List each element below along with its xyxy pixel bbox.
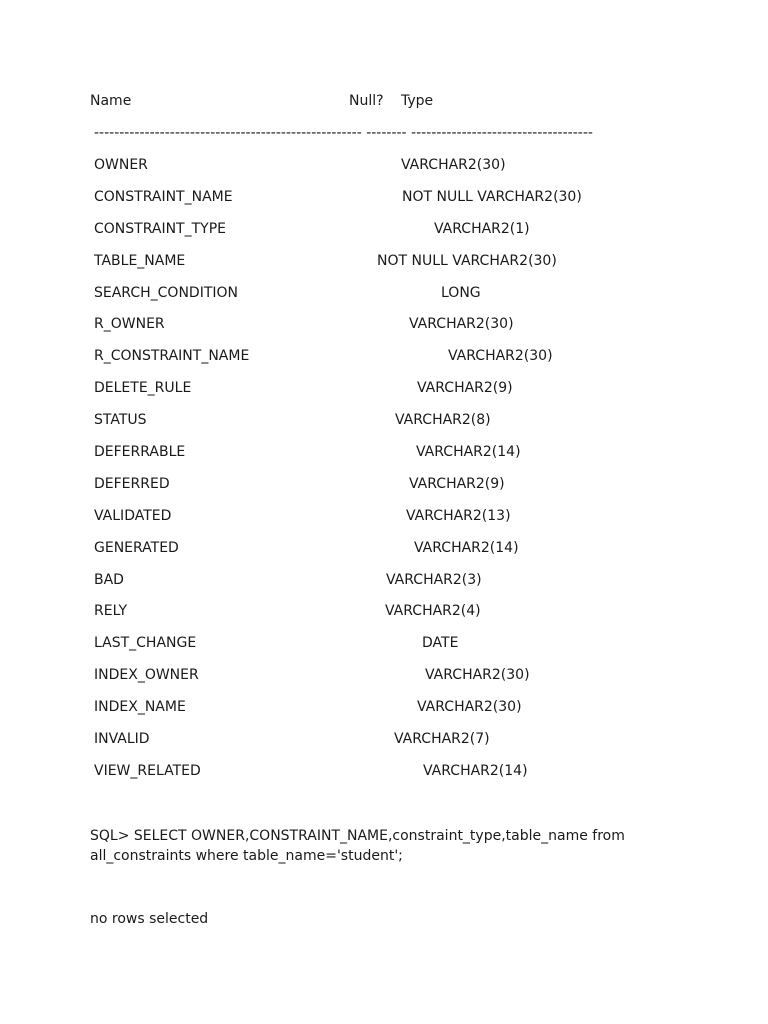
column-type: VARCHAR2(14) <box>416 444 521 461</box>
table-row <box>0 284 768 316</box>
column-type: VARCHAR2(13) <box>406 507 511 524</box>
table-row <box>0 539 768 571</box>
column-type: VARCHAR2(30) <box>448 348 553 365</box>
column-type: VARCHAR2(14) <box>414 539 519 556</box>
column-name: DEFERRED <box>94 475 170 492</box>
table-row <box>0 252 768 284</box>
table-row <box>0 379 768 411</box>
query-result: no rows selected <box>90 911 209 927</box>
column-type: VARCHAR2(9) <box>417 380 513 397</box>
column-type: VARCHAR2(30) <box>409 316 514 333</box>
table-row <box>0 411 768 443</box>
column-name: GENERATED <box>94 539 179 556</box>
header-separator: ----------------------------------------------------- -------- ------------------------------------ <box>94 125 593 141</box>
table-row <box>0 220 768 252</box>
column-name: TABLE_NAME <box>94 252 186 269</box>
column-name: R_OWNER <box>94 316 165 333</box>
table-row <box>0 443 768 475</box>
table-row <box>0 347 768 379</box>
column-name: INDEX_NAME <box>94 699 186 716</box>
column-name: VIEW_RELATED <box>94 762 201 779</box>
column-type: VARCHAR2(30) <box>417 699 522 716</box>
column-type: VARCHAR2(1) <box>434 220 530 237</box>
column-name: BAD <box>94 571 124 588</box>
column-name: CONSTRAINT_NAME <box>94 188 233 205</box>
column-type: DATE <box>422 635 459 652</box>
column-type: VARCHAR2(30) <box>401 157 506 173</box>
table-row <box>0 315 768 347</box>
table-row <box>0 634 768 666</box>
table-row <box>0 698 768 730</box>
table-row <box>0 602 768 634</box>
column-name: CONSTRAINT_TYPE <box>94 220 226 237</box>
column-type: VARCHAR2(3) <box>386 571 482 588</box>
table-row <box>0 571 768 603</box>
table-row <box>0 666 768 698</box>
column-name: VALIDATED <box>94 507 172 524</box>
column-type: NOT NULL VARCHAR2(30) <box>402 188 582 205</box>
column-name: SEARCH_CONDITION <box>94 284 238 301</box>
column-type: VARCHAR2(8) <box>395 412 491 429</box>
column-type: VARCHAR2(14) <box>423 762 528 779</box>
table-row <box>0 188 768 220</box>
column-type: VARCHAR2(9) <box>409 475 505 492</box>
table-row <box>0 507 768 539</box>
sql-statement: SQL> SELECT OWNER,CONSTRAINT_NAME,constraint_type,table_name from all_constraints where table_name='student'; <box>90 828 625 864</box>
table-row <box>0 156 768 188</box>
column-name: INVALID <box>94 731 150 748</box>
column-name: DEFERRABLE <box>94 444 186 461</box>
column-name: R_CONSTRAINT_NAME <box>94 348 250 365</box>
column-list <box>0 156 768 794</box>
table-row <box>0 475 768 507</box>
header-null: Null? <box>349 93 384 109</box>
column-type: VARCHAR2(7) <box>394 731 490 748</box>
column-name: RELY <box>94 603 128 620</box>
table-row <box>0 730 768 762</box>
column-type: VARCHAR2(30) <box>425 667 530 684</box>
column-name: INDEX_OWNER <box>94 667 199 684</box>
column-type: LONG <box>441 284 481 301</box>
column-name: LAST_CHANGE <box>94 635 197 652</box>
header-type: Type <box>401 93 434 109</box>
column-type: VARCHAR2(4) <box>385 603 481 620</box>
table-row <box>0 762 768 794</box>
column-name: DELETE_RULE <box>94 380 192 397</box>
column-name: STATUS <box>94 412 147 429</box>
header-name: Name <box>90 93 132 109</box>
column-name: OWNER <box>94 157 148 173</box>
column-type: NOT NULL VARCHAR2(30) <box>377 252 557 269</box>
